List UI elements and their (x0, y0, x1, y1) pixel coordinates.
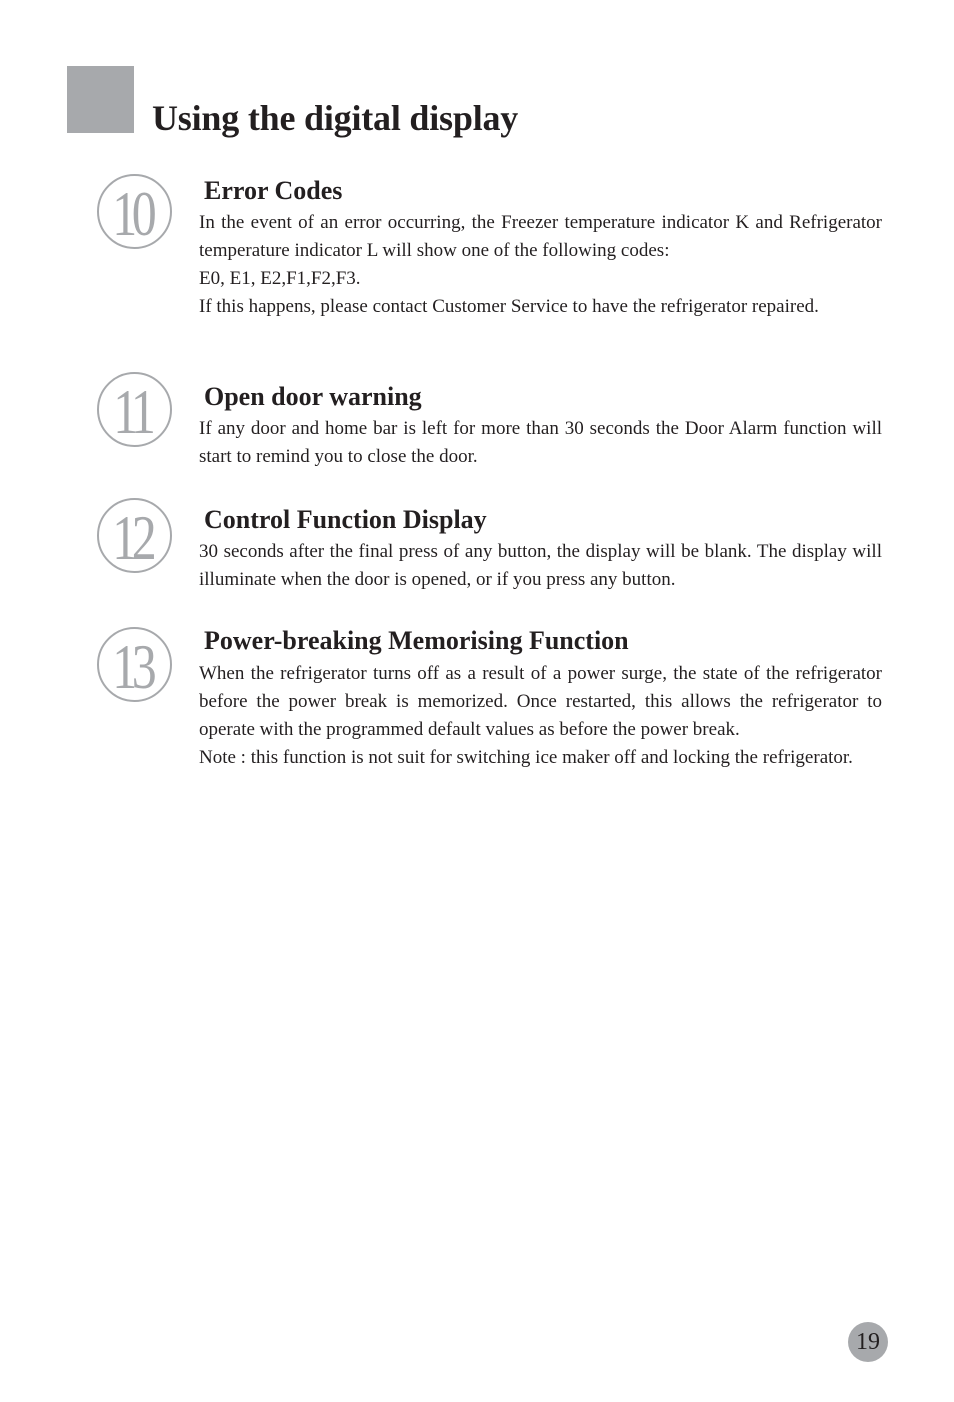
section-number-badge (97, 627, 172, 702)
section-heading: Power-breaking Memorising Function (204, 626, 629, 655)
section-paragraph: Note : this function is not suit for switching ice maker off and locking the refrigerator. (199, 747, 853, 768)
header-block (67, 66, 134, 133)
section-number-badge (97, 174, 172, 249)
page-number: 19 (848, 1322, 888, 1362)
section-number: 10 (112, 178, 152, 249)
section-body (199, 209, 882, 321)
section-paragraph: If any door and home bar is left for more than 30 seconds the Door Alarm function will start to remind you to close the door. (199, 418, 882, 467)
section-paragraph: In the event of an error occurring, the Freezer temperature indicator K and Refrigerator temperature indicator L will show one of the following codes: (199, 212, 882, 261)
section-number: 11 (113, 376, 151, 447)
page-title: Using the digital display (152, 98, 519, 138)
section-paragraph: If this happens, please contact Customer Service to have the refrigerator repaired. (199, 296, 819, 317)
section-number-badge (97, 372, 172, 447)
section-heading: Open door warning (204, 382, 422, 411)
section-paragraph: E0, E1, E2,F1,F2,F3. (199, 268, 361, 289)
section-body (199, 660, 882, 772)
section-body (199, 415, 882, 471)
section-body (199, 538, 882, 594)
section-number-badge (97, 498, 172, 573)
section-number: 12 (112, 502, 152, 573)
section-heading: Control Function Display (204, 505, 487, 534)
section-paragraph: When the refrigerator turns off as a result of a power surge, the state of the refrigerator before the power break is memorized. Once restarted, this allows the refrigerator to operate with the programmed default values as before the power break. (199, 663, 882, 740)
section-paragraph: 30 seconds after the final press of any button, the display will be blank. The display will illuminate when the door is opened, or if you press any button. (199, 541, 882, 590)
section-number: 13 (112, 631, 152, 702)
section-heading: Error Codes (204, 176, 343, 205)
